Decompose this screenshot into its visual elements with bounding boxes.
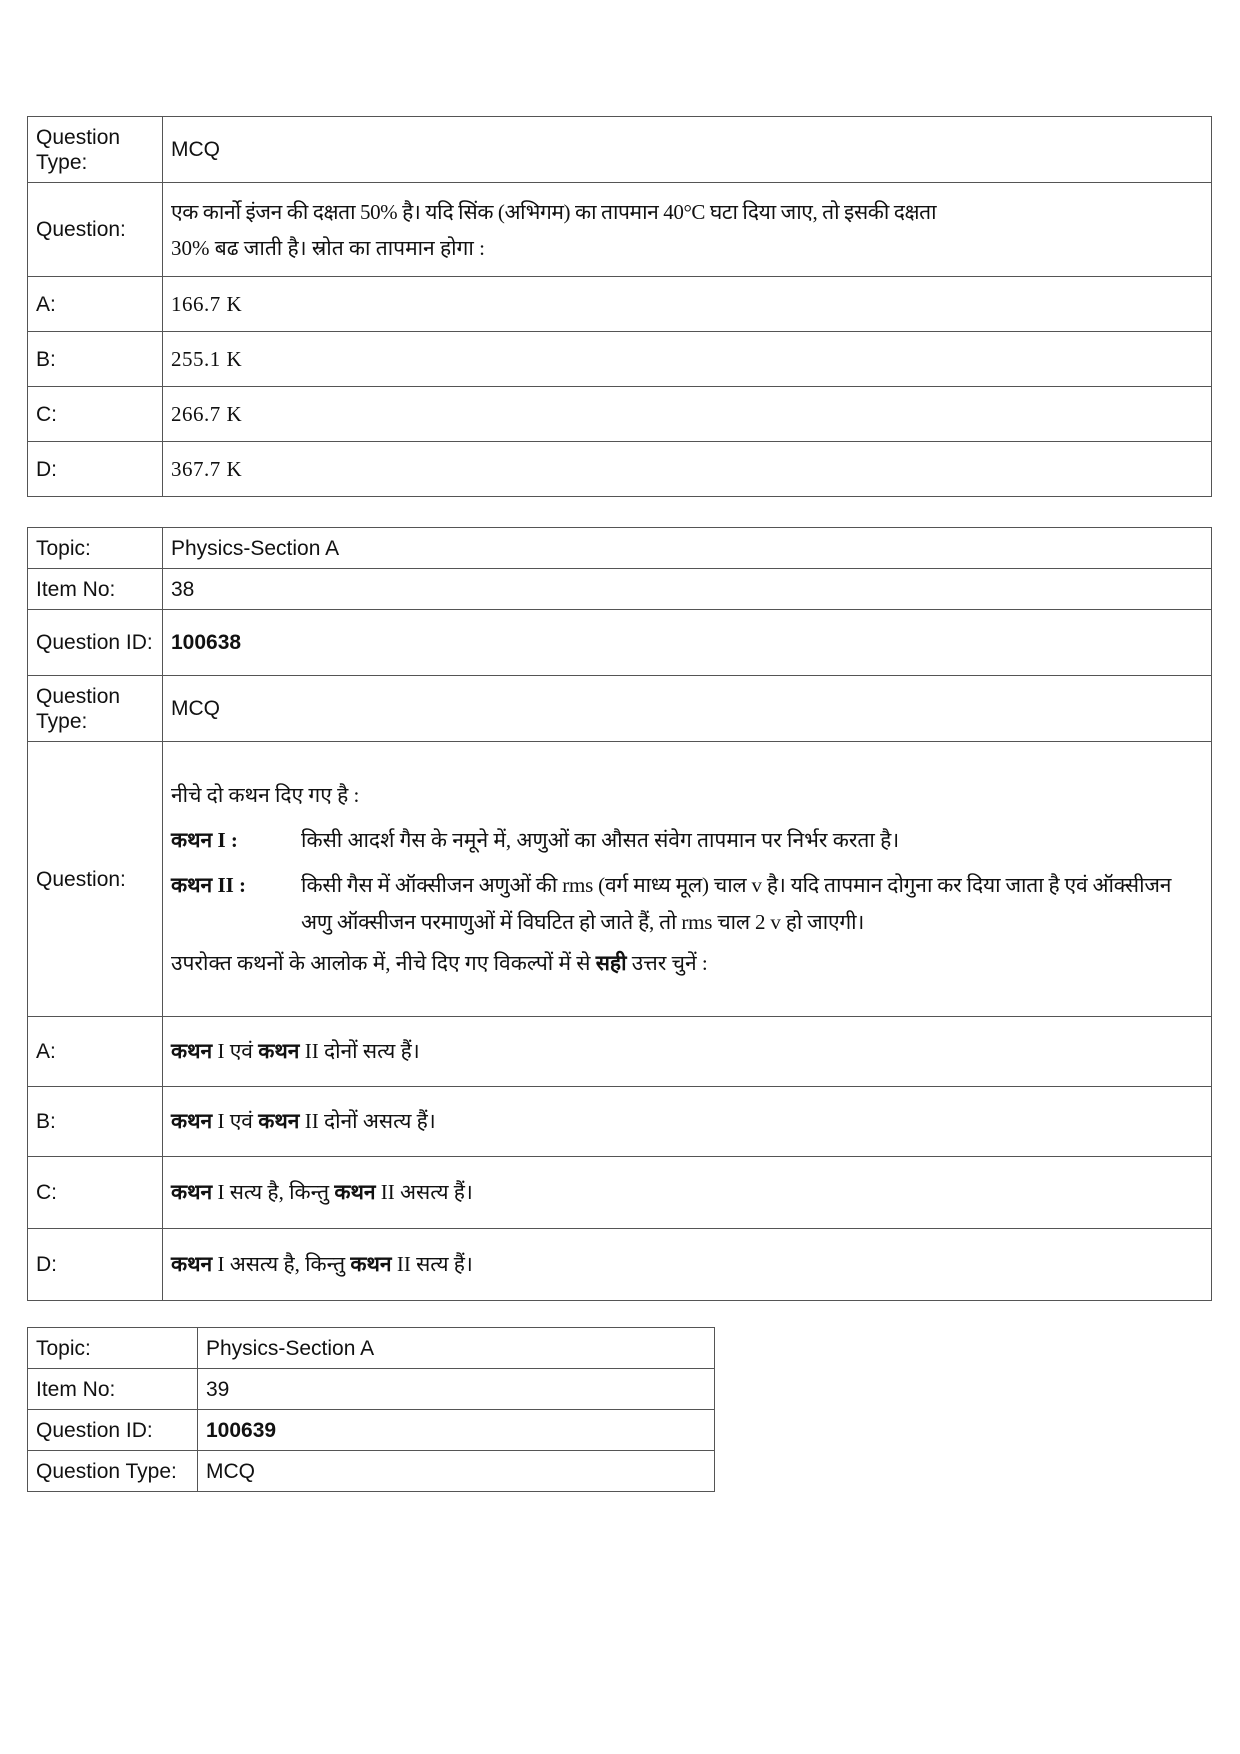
- kathan-2: कथन: [258, 1109, 300, 1133]
- question-type-label: Question Type:: [28, 117, 163, 183]
- question-id-value: [198, 1410, 715, 1451]
- option-b-text: [163, 1087, 1212, 1157]
- option-a-text: 166.7 K: [163, 277, 1212, 332]
- option-b-text: 255.1 K: [163, 332, 1212, 387]
- question-id-number: 100639: [206, 1418, 277, 1442]
- option-d-text: [163, 1229, 1212, 1301]
- question-type-label: Question Type:: [28, 1451, 198, 1492]
- option-a-label: A:: [28, 277, 163, 332]
- option-d-label: D:: [28, 1229, 163, 1301]
- kathan-1: कथन: [171, 1252, 213, 1276]
- option-b-part2: II दोनों असत्य हैं।: [299, 1109, 436, 1133]
- statement-2-label: कथन II :: [171, 872, 247, 897]
- statement-2: [171, 867, 1203, 941]
- question-38-table: [27, 527, 1212, 1301]
- question-text: [163, 742, 1212, 1017]
- outro-post: उत्तर चुनें :: [631, 950, 708, 975]
- kathan-2: कथन: [334, 1180, 376, 1204]
- question-type-label: Question Type:: [28, 676, 163, 742]
- option-d-text: 367.7 K: [163, 442, 1212, 497]
- question-type-value: MCQ: [198, 1451, 715, 1492]
- topic-label: Topic:: [28, 528, 163, 569]
- option-c-text: [163, 1157, 1212, 1229]
- outro-bold: सही: [595, 950, 627, 975]
- kathan-2: कथन: [350, 1252, 392, 1276]
- statement-1-label: कथन I :: [171, 827, 238, 852]
- option-d-part2: II सत्य हैं।: [391, 1252, 473, 1276]
- question-label: Question:: [28, 742, 163, 1017]
- option-a-text: [163, 1017, 1212, 1087]
- question-label: Question:: [28, 183, 163, 277]
- question-id-number: 100638: [171, 631, 242, 654]
- option-d-label: D:: [28, 442, 163, 497]
- item-no-label: Item No:: [28, 569, 163, 610]
- question-text-line1: एक कार्नो इंजन की दक्षता 50% है। यदि सिंक (अभिगम) का तापमान 40°C घटा दिया जाए, तो इसकी दक्षता: [171, 199, 937, 224]
- option-c-label: C:: [28, 1157, 163, 1229]
- question-outro: [171, 945, 1203, 982]
- kathan-2: कथन: [258, 1039, 300, 1063]
- statement-1: [171, 822, 1203, 859]
- statement-2-text: किसी गैस में ऑक्सीजन अणुओं की rms (वर्ग माध्य मूल) चाल v है। यदि तापमान दोगुना कर दिया जाता है एवं ऑक्सीजन अणु ऑक्सीजन परमाणुओं में विघटित हो जाते हैं, तो rms चाल 2 v हो जाएगी।: [301, 872, 1172, 934]
- topic-label: Topic:: [28, 1328, 198, 1369]
- item-no-value: 38: [163, 569, 1212, 610]
- topic-value: Physics-Section A: [163, 528, 1212, 569]
- question-37-table: [27, 116, 1212, 497]
- question-id-value: [163, 610, 1212, 676]
- question-id-label: Question ID:: [28, 1410, 198, 1451]
- question-text: [163, 183, 1212, 277]
- question-39-table: [27, 1327, 715, 1492]
- option-c-part1: I सत्य है, किन्तु: [212, 1180, 335, 1204]
- option-c-part2: II असत्य हैं।: [375, 1180, 473, 1204]
- item-no-value: 39: [198, 1369, 715, 1410]
- outro-pre: उपरोक्त कथनों के आलोक में, नीचे दिए गए विकल्पों में से: [171, 950, 591, 975]
- question-text-line2: 30% बढ जाती है। स्रोत का तापमान होगा :: [171, 235, 485, 260]
- option-b-label: B:: [28, 332, 163, 387]
- option-a-part1: I एवं: [212, 1039, 259, 1063]
- option-b-label: B:: [28, 1087, 163, 1157]
- question-type-value: MCQ: [163, 676, 1212, 742]
- option-a-label: A:: [28, 1017, 163, 1087]
- statement-1-text: किसी आदर्श गैस के नमूने में, अणुओं का औसत संवेग तापमान पर निर्भर करता है।: [301, 827, 900, 852]
- option-c-label: C:: [28, 387, 163, 442]
- kathan-1: कथन: [171, 1039, 213, 1063]
- option-c-text: 266.7 K: [163, 387, 1212, 442]
- question-intro: नीचे दो कथन दिए गए है :: [171, 782, 360, 807]
- question-id-label: Question ID:: [28, 610, 163, 676]
- kathan-1: कथन: [171, 1180, 213, 1204]
- kathan-1: कथन: [171, 1109, 213, 1133]
- item-no-label: Item No:: [28, 1369, 198, 1410]
- option-b-part1: I एवं: [212, 1109, 259, 1133]
- topic-value: Physics-Section A: [198, 1328, 715, 1369]
- question-type-value: MCQ: [163, 117, 1212, 183]
- option-d-part1: I असत्य है, किन्तु: [212, 1252, 351, 1276]
- option-a-part2: II दोनों सत्य हैं।: [299, 1039, 420, 1063]
